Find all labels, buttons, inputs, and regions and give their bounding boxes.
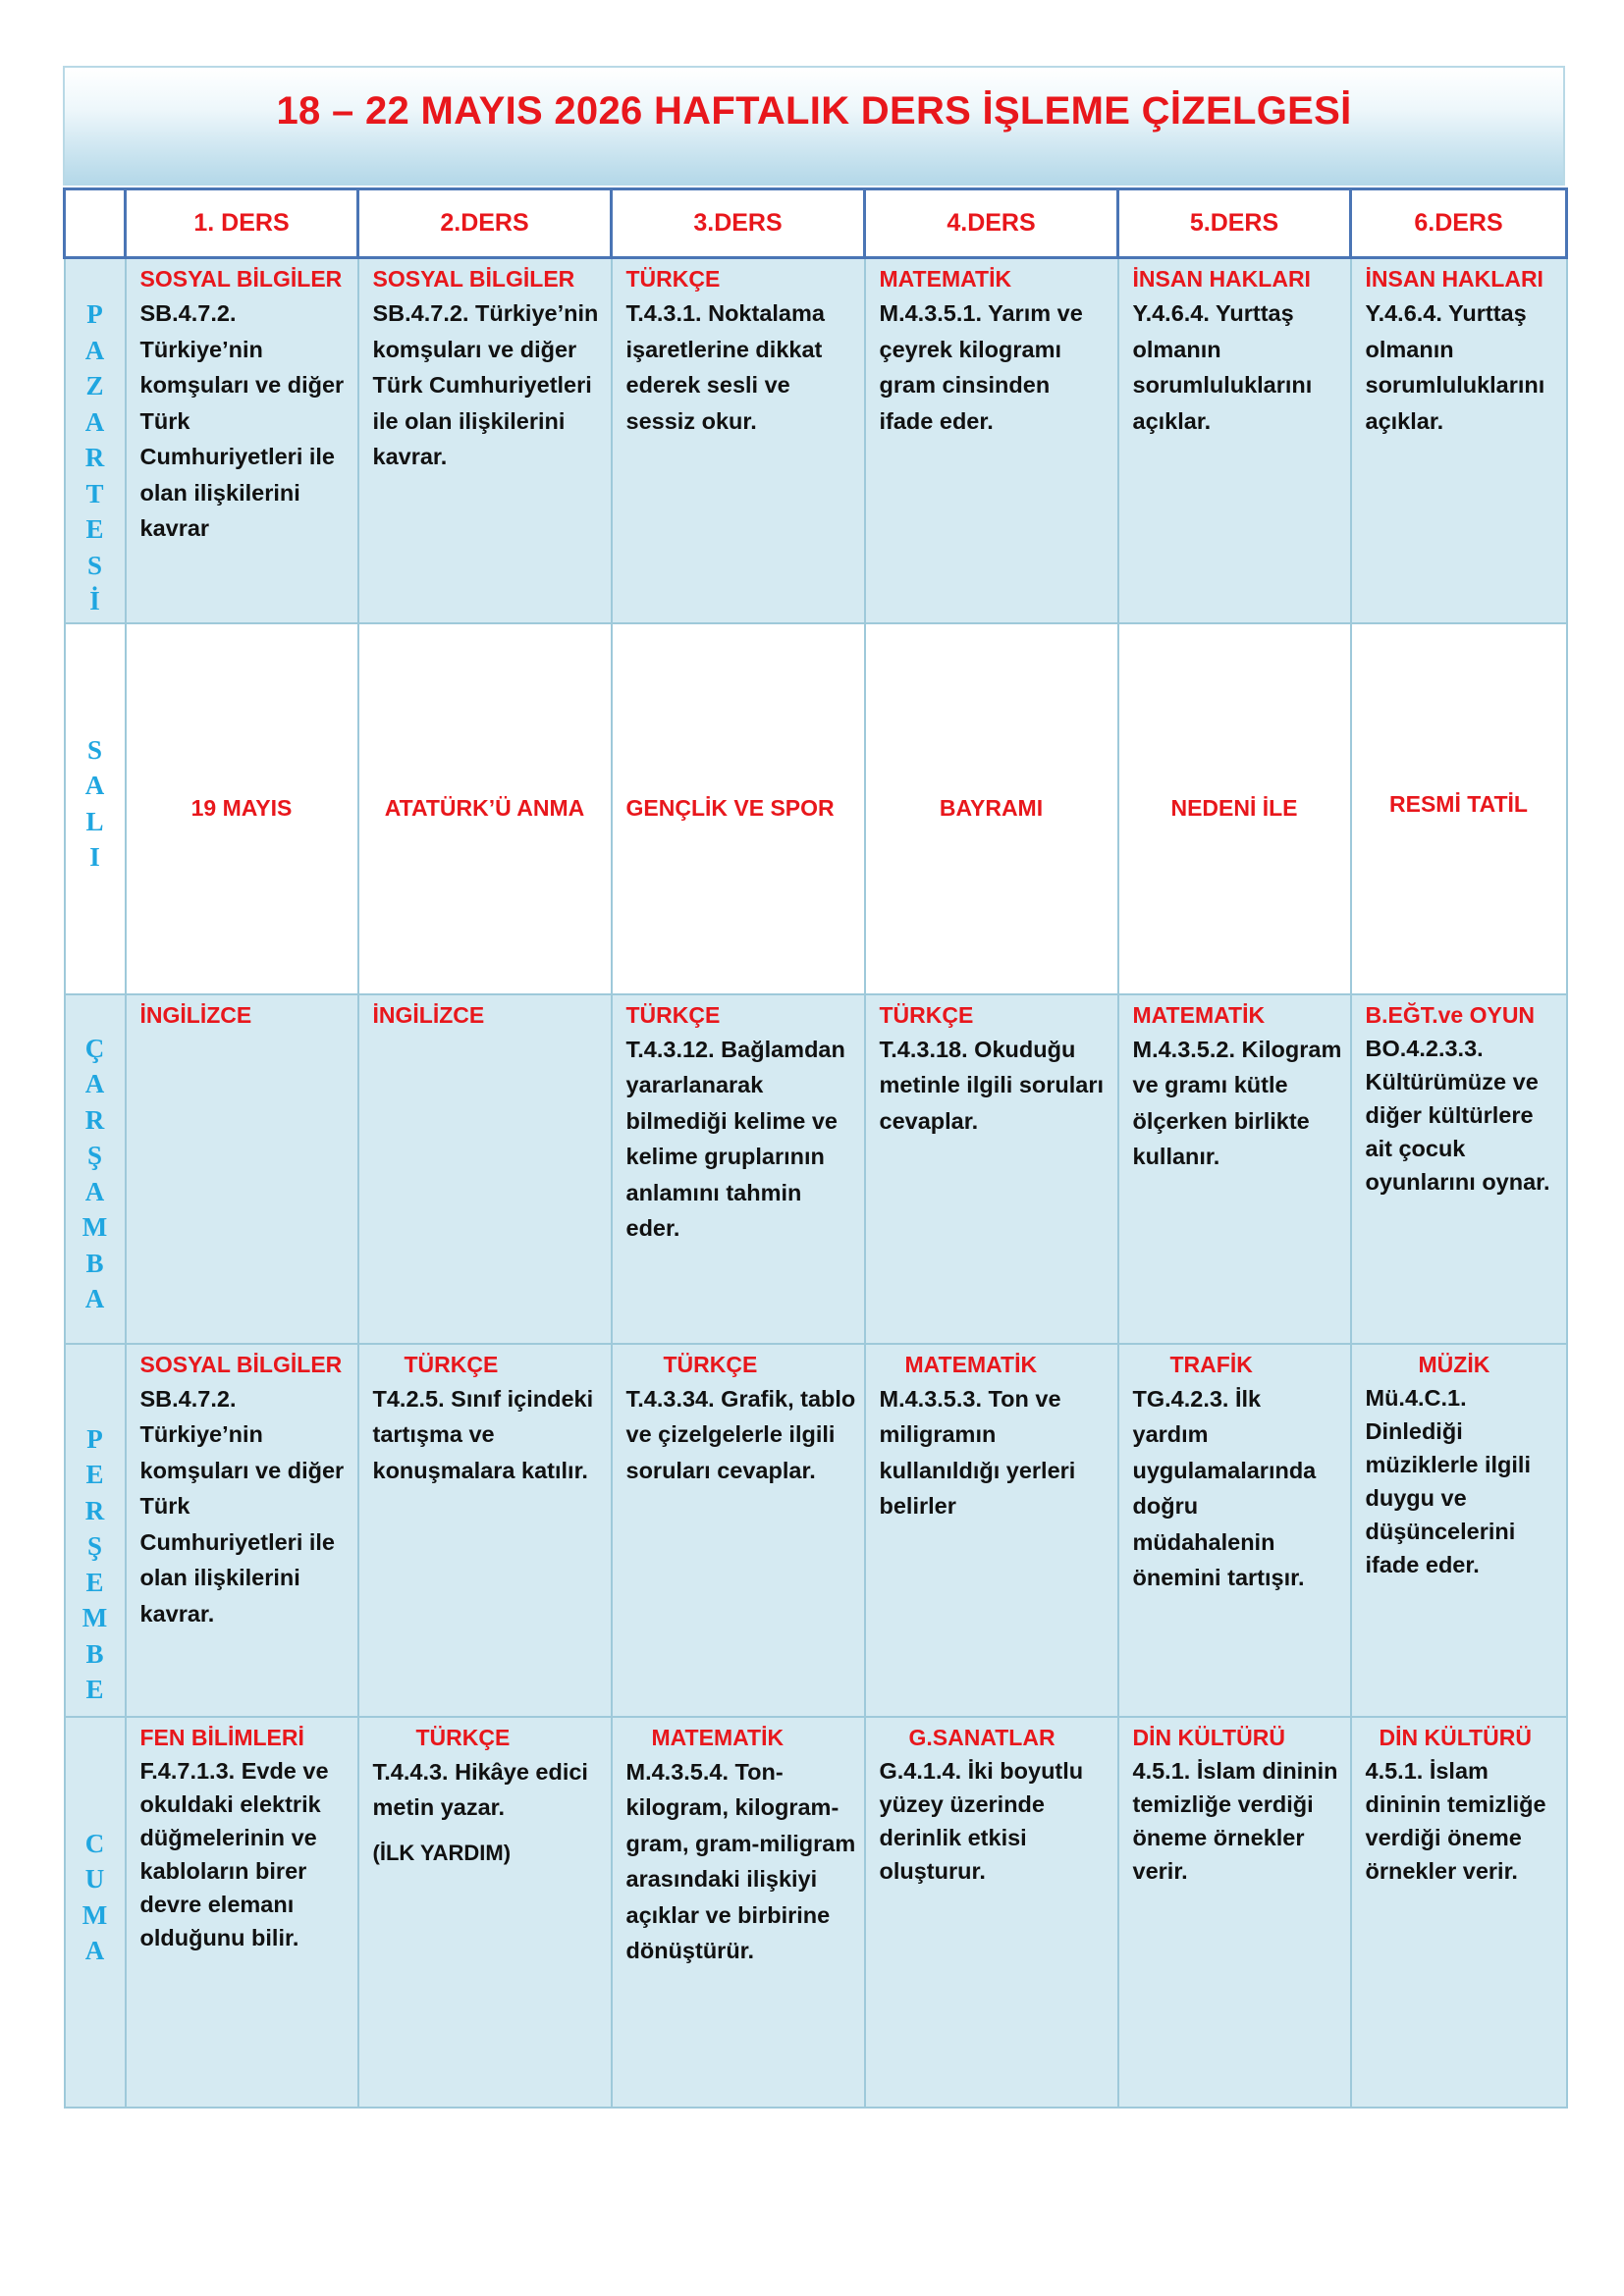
lesson-cell: [1118, 994, 1351, 1344]
day-letters: [67, 1421, 124, 1708]
day-letter: Ş: [86, 1531, 103, 1561]
day-letter: A: [84, 1284, 105, 1313]
lesson-cell: [865, 994, 1118, 1344]
lesson-text: T.4.3.12. Bağlamdan yararlanarak bilmediği kelime ve kelime gruplarının anlamını tahmin eder.: [625, 1036, 845, 1241]
day-letter: A: [84, 771, 105, 800]
lesson-cell: [612, 258, 865, 623]
day-letter: B: [85, 1638, 104, 1669]
lesson-subject: MATEMATİK: [904, 1351, 1038, 1377]
lesson-cell: [126, 1344, 358, 1717]
day-letter: R: [84, 1495, 105, 1525]
day-letter: M: [81, 1899, 108, 1930]
lesson-subject: İNGİLİZCE: [372, 1001, 485, 1028]
lesson-subject: SOSYAL BİLGİLER: [372, 266, 575, 292]
lesson-cell: [358, 994, 612, 1344]
lesson-text: BO.4.2.3.3. Kültürümüze ve diğer kültürlere ait çocuk oyunlarını oynar.: [1365, 1035, 1550, 1195]
day-letters: [67, 1031, 124, 1317]
day-letter: I: [89, 842, 100, 872]
day-letter: M: [81, 1603, 108, 1632]
header-lesson-1: 1. DERS: [126, 189, 358, 258]
lesson-subject: DİN KÜLTÜRÜ: [1132, 1724, 1285, 1750]
day-letter: L: [85, 806, 104, 836]
day-letter: E: [85, 1460, 104, 1489]
day-letters: [67, 296, 124, 619]
header-row: [65, 189, 1567, 258]
lesson-cell: [126, 994, 358, 1344]
row-pazartesi: [65, 258, 1567, 623]
header-corner: [65, 189, 126, 258]
header-lesson-6: 6.DERS: [1351, 189, 1567, 258]
lesson-subject: DİN KÜLTÜRÜ: [1379, 1724, 1532, 1750]
day-letter: İ: [89, 586, 100, 615]
lesson-cell: [1118, 258, 1351, 623]
day-letter: S: [86, 550, 103, 580]
lesson-cell: [612, 994, 865, 1344]
lesson-subject: B.EĞT.ve OYUN: [1365, 1001, 1536, 1028]
day-label-cuma: [65, 1717, 126, 2108]
lesson-subject: MATEMATİK: [651, 1724, 785, 1750]
title-banner: [63, 66, 1565, 186]
lesson-subject: SOSYAL BİLGİLER: [139, 1351, 343, 1377]
lesson-text: M.4.3.5.3. Ton ve miligramın kullanıldığı yerleri belirler: [879, 1385, 1076, 1519]
lesson-subject: İNSAN HAKLARI: [1132, 266, 1311, 292]
lesson-text: F.4.7.1.3. Evde ve okuldaki elektrik düğmelerinin ve kabloların birer devre elemanı olduğunu bilir.: [139, 1757, 329, 1950]
lesson-cell: [1118, 1717, 1351, 2108]
lesson-subject: TÜRKÇE: [404, 1351, 499, 1377]
day-letter: S: [86, 734, 103, 765]
lesson-text: M.4.3.5.2. Kilogram ve gramı kütle ölçerken birlikte kullanır.: [1132, 1036, 1342, 1169]
lesson-cell: [1351, 258, 1567, 623]
day-letter: U: [84, 1864, 105, 1894]
lesson-cell: [358, 1344, 612, 1717]
lesson-cell: [865, 258, 1118, 623]
holiday-cell: ATATÜRK’Ü ANMA: [358, 623, 612, 994]
lesson-text: Mü.4.C.1. Dinlediği müziklerle ilgili duygu ve düşüncelerini ifade eder.: [1365, 1384, 1531, 1577]
day-letter: A: [84, 406, 105, 437]
lesson-subject: MATEMATİK: [879, 266, 1012, 292]
holiday-cell: RESMİ TATİL: [1351, 623, 1567, 994]
lesson-text: T.4.3.34. Grafik, tablo ve çizelgelerle ilgili soruları cevaplar.: [625, 1385, 856, 1483]
lesson-cell: [358, 258, 612, 623]
day-letter: E: [85, 1675, 104, 1704]
lesson-text: 4.5.1. İslam dininin temizliğe verdiği öneme örnekler verir.: [1132, 1757, 1338, 1884]
header-lesson-2: 2.DERS: [358, 189, 612, 258]
lesson-subject: TÜRKÇE: [415, 1724, 511, 1750]
lesson-subject: TÜRKÇE: [879, 1001, 974, 1028]
lesson-subject: TRAFİK: [1169, 1351, 1253, 1377]
lesson-text: SB.4.7.2. Türkiye’nin komşuları ve diğer Türk Cumhuriyetleri ile olan ilişkilerini kavrar.: [139, 1385, 345, 1627]
row-carsamba: [65, 994, 1567, 1344]
lesson-text: TG.4.2.3. İlk yardım uygulamalarında doğru müdahalenin önemini tartışır.: [1132, 1385, 1317, 1590]
lesson-subject: FEN BİLİMLERİ: [139, 1724, 304, 1750]
header-lesson-5: 5.DERS: [1118, 189, 1351, 258]
day-letter: R: [84, 443, 105, 472]
lesson-cell: [865, 1717, 1118, 2108]
lesson-text: T.4.3.18. Okuduğu metinle ilgili soruları cevaplar.: [879, 1036, 1105, 1134]
day-letter: P: [86, 299, 103, 329]
lesson-cell: [358, 1717, 612, 2108]
lesson-text: T.4.3.1. Noktalama işaretlerine dikkat ederek sesli ve sessiz okur.: [625, 300, 825, 434]
day-letter: R: [84, 1104, 105, 1135]
day-letter: B: [85, 1248, 104, 1278]
day-letter: E: [85, 514, 104, 544]
lesson-text: 4.5.1. İslam dininin temizliğe verdiği öneme örnekler verir.: [1365, 1757, 1546, 1884]
day-letter: A: [84, 335, 105, 365]
day-label-persembe: [65, 1344, 126, 1717]
lesson-text: G.4.1.4. İki boyutlu yüzey üzerinde derinlik etkisi oluşturur.: [879, 1757, 1084, 1884]
day-letter: T: [85, 478, 104, 508]
day-letter: P: [86, 1423, 103, 1454]
lesson-text: Y.4.6.4. Yurttaş olmanın sorumluluklarını açıklar.: [1132, 300, 1313, 434]
day-letter: M: [81, 1212, 108, 1242]
lesson-subject: İNGİLİZCE: [139, 1001, 252, 1028]
lesson-cell: [126, 258, 358, 623]
holiday-cell: GENÇLİK VE SPOR: [612, 623, 865, 994]
lesson-text: T.4.4.3. Hikâye edici metin yazar.: [372, 1758, 588, 1820]
holiday-cell: BAYRAMI: [865, 623, 1118, 994]
day-letter: A: [84, 1176, 105, 1206]
lesson-cell: [126, 1717, 358, 2108]
lesson-subject: İNSAN HAKLARI: [1365, 266, 1543, 292]
day-letter: Z: [85, 371, 104, 400]
lesson-text: SB.4.7.2. Türkiye’nin komşuları ve diğer Türk Cumhuriyetleri ile olan ilişkilerini kavrar.: [372, 300, 599, 469]
holiday-cell: NEDENİ İLE: [1118, 623, 1351, 994]
day-letter: Ç: [84, 1033, 105, 1063]
lesson-cell: [1118, 1344, 1351, 1717]
row-sali: [65, 623, 1567, 994]
day-letters: [67, 1826, 124, 1969]
day-letter: C: [84, 1828, 105, 1858]
row-persembe: [65, 1344, 1567, 1717]
row-cuma: [65, 1717, 1567, 2108]
lesson-text: SB.4.7.2. Türkiye’nin komşuları ve diğer Türk Cumhuriyetleri ile olan ilişkilerini kavrar: [139, 300, 345, 541]
day-label-pazartesi: [65, 258, 126, 623]
page-title: 18 – 22 MAYIS 2026 HAFTALIK DERS İŞLEME ÇİZELGESİ: [276, 89, 1352, 133]
day-letter: A: [84, 1069, 105, 1098]
lesson-subject: SOSYAL BİLGİLER: [139, 266, 343, 292]
day-label-sali: [65, 623, 126, 994]
lesson-cell: [612, 1717, 865, 2108]
lesson-cell: [612, 1344, 865, 1717]
header-lesson-3: 3.DERS: [612, 189, 865, 258]
lesson-text: Y.4.6.4. Yurttaş olmanın sorumluluklarını açıklar.: [1365, 300, 1545, 434]
lesson-subject: MATEMATİK: [1132, 1001, 1266, 1028]
header-lesson-4: 4.DERS: [865, 189, 1118, 258]
schedule-table: [63, 187, 1568, 2109]
lesson-cell: [865, 1344, 1118, 1717]
lesson-subject: TÜRKÇE: [663, 1351, 758, 1377]
day-letter: E: [85, 1567, 104, 1597]
lesson-cell: [1351, 1344, 1567, 1717]
lesson-text: M.4.3.5.1. Yarım ve çeyrek kilogramı gram cinsinden ifade eder.: [879, 300, 1083, 434]
lesson-subject: TÜRKÇE: [625, 1001, 721, 1028]
lesson-note: (İLK YARDIM): [372, 1840, 512, 1865]
lesson-cell: [1351, 994, 1567, 1344]
lesson-text: M.4.3.5.4. Ton-kilogram, kilogram-gram, gram-miligram arasındaki ilişkiyi açıklar ve birbirine dönüştürür.: [625, 1758, 856, 1963]
lesson-subject: TÜRKÇE: [625, 266, 721, 292]
lesson-subject: G.SANATLAR: [908, 1724, 1056, 1750]
day-letter: A: [84, 1936, 105, 1965]
lesson-text: T4.2.5. Sınıf içindeki tartışma ve konuşmalara katılır.: [372, 1385, 594, 1483]
lesson-cell: [1351, 1717, 1567, 2108]
holiday-cell: 19 MAYIS: [126, 623, 358, 994]
day-letters: [67, 732, 124, 876]
day-letter: Ş: [86, 1141, 103, 1170]
lesson-subject: MÜZİK: [1418, 1351, 1490, 1377]
day-label-carsamba: [65, 994, 126, 1344]
